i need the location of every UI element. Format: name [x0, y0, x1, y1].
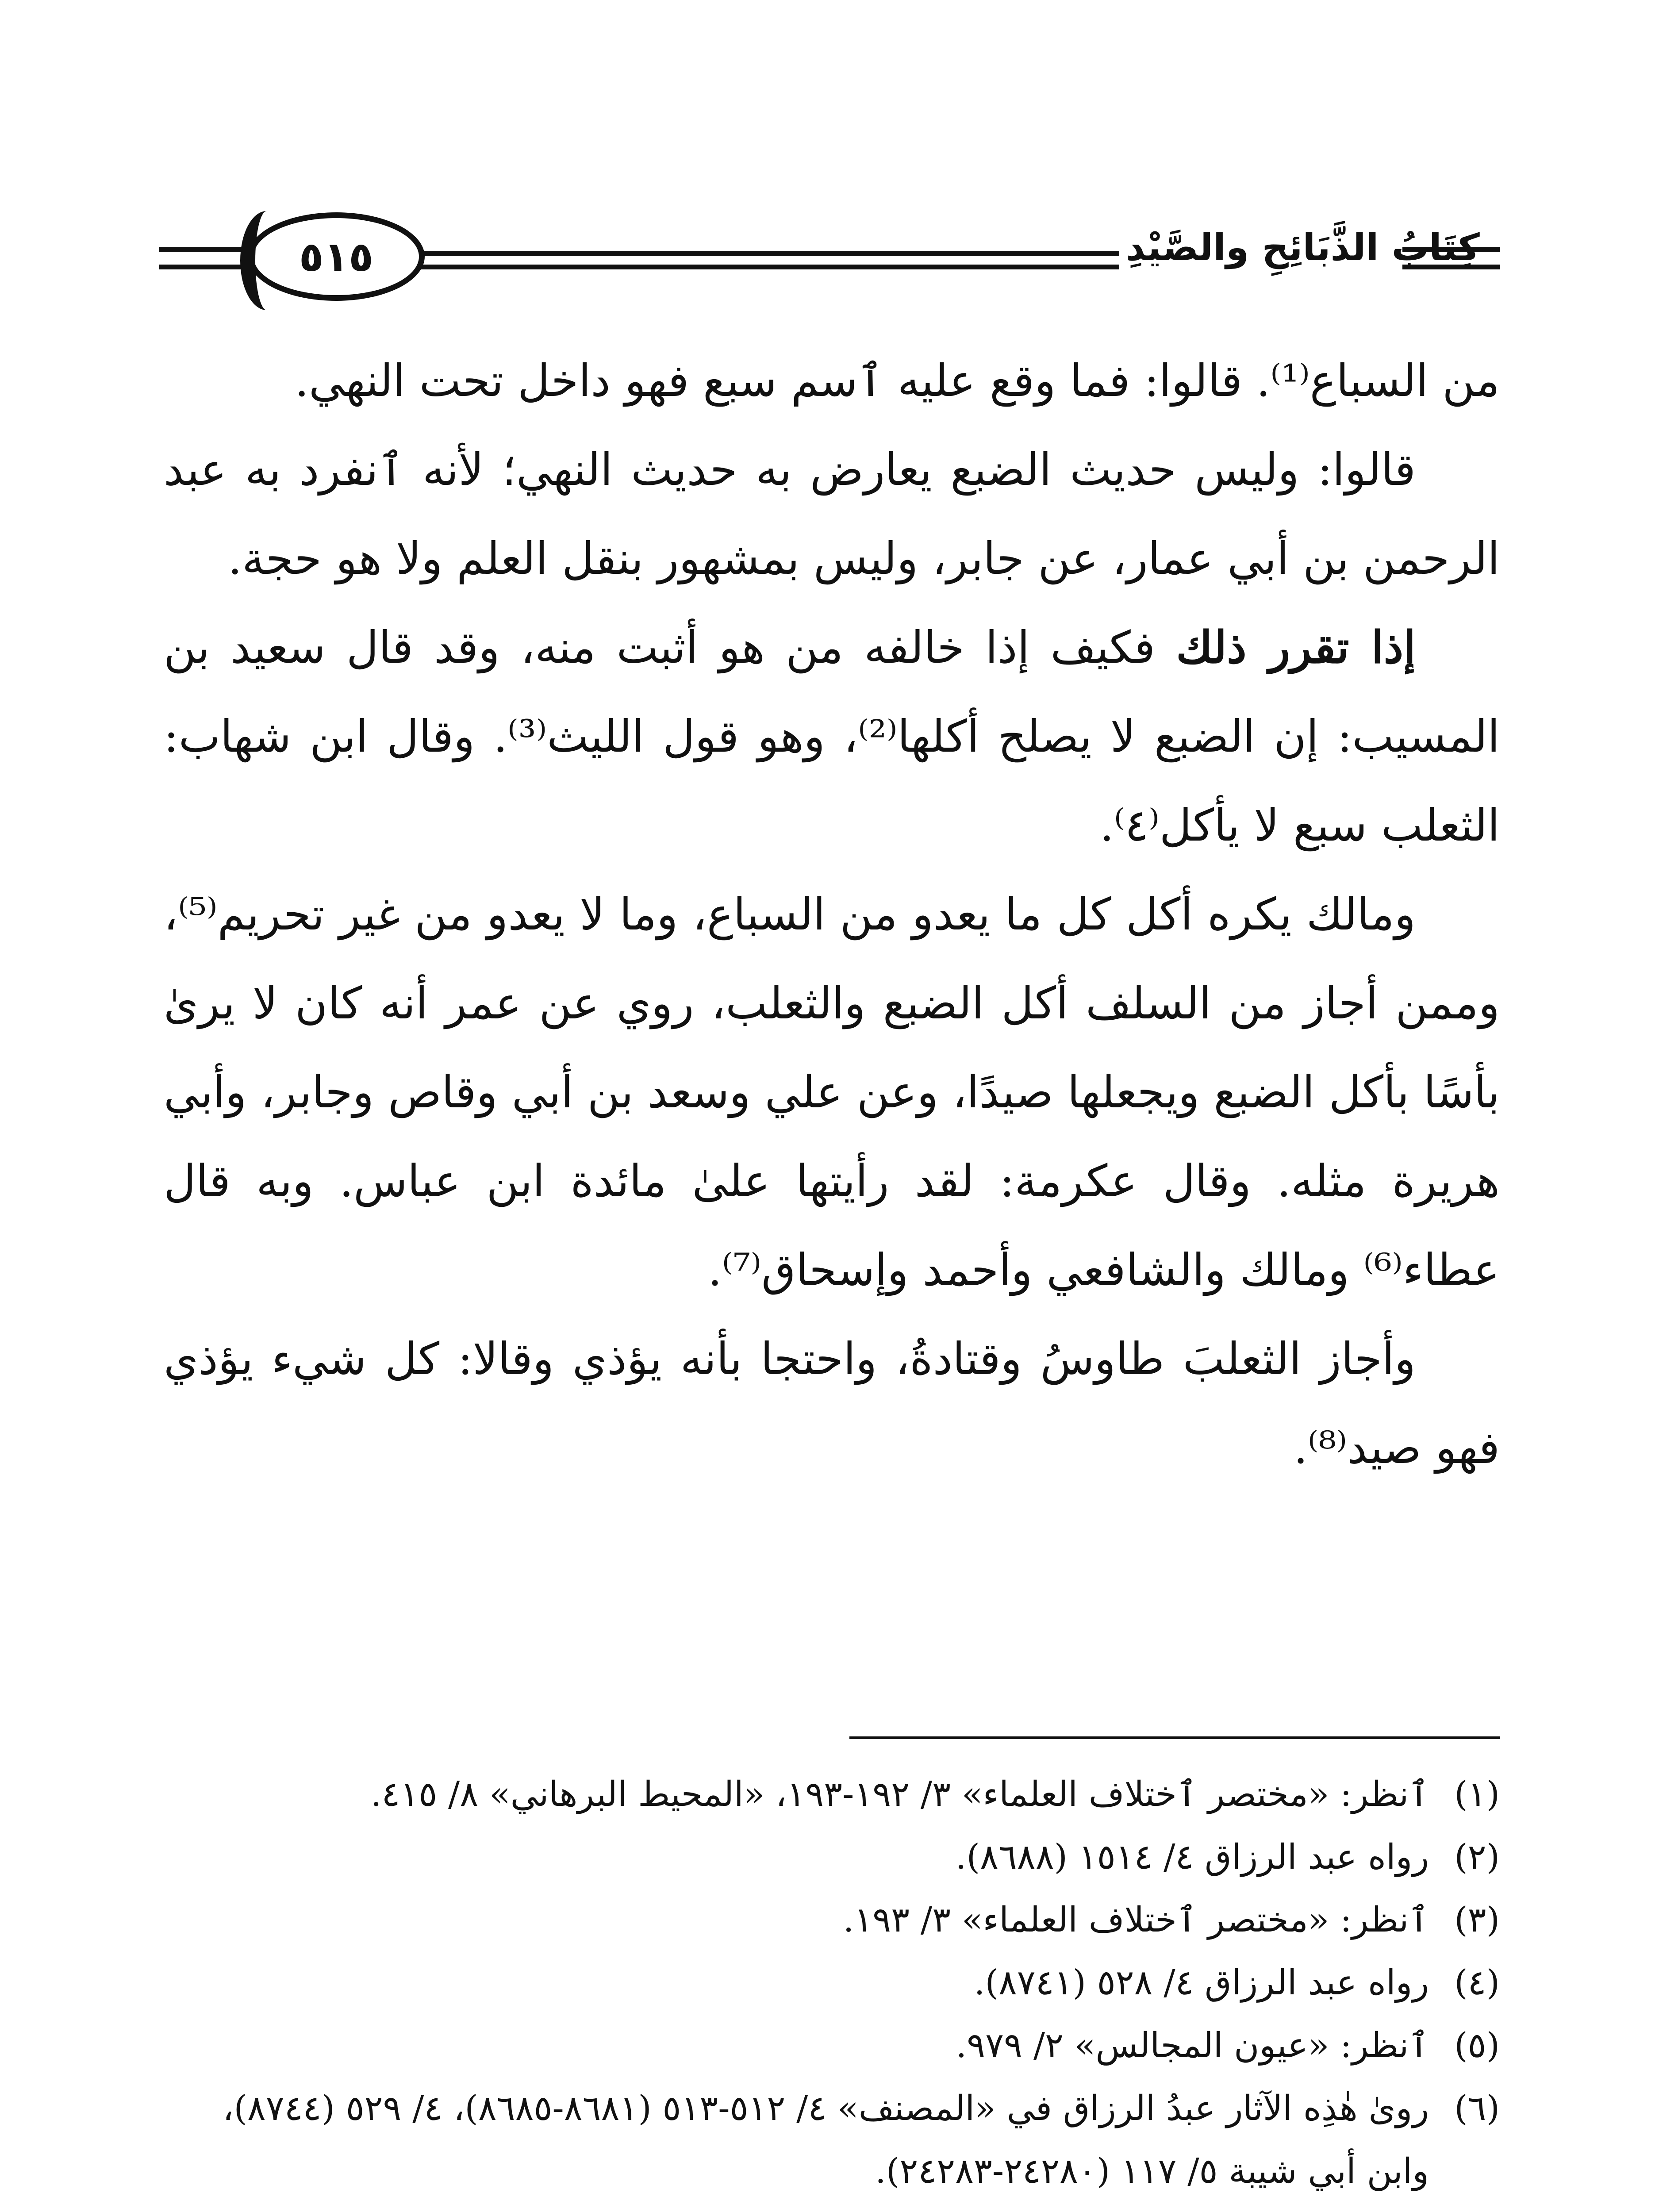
- running-header: [159, 212, 1500, 314]
- footnote-text: رواه عبد الرزاق ٤/ ١٥١٤ (٨٦٨٨).: [955, 1837, 1429, 1877]
- footnote-number: (٥): [1454, 2026, 1500, 2066]
- footnote-number: (٤): [1454, 1963, 1500, 2003]
- paragraph-lead: إذا تقرر ذلك: [1176, 621, 1416, 673]
- paragraph: [164, 870, 1500, 1314]
- header-rule: [420, 265, 1119, 269]
- footnote: [159, 1826, 1500, 1889]
- footnote: [159, 1763, 1500, 1826]
- footnote: [159, 2077, 1500, 2203]
- footnote-number: [1429, 2203, 1500, 2212]
- footnote-number: (٢): [1454, 1837, 1500, 1877]
- paragraph: [164, 1314, 1500, 1492]
- main-text: [164, 336, 1500, 1492]
- footnotes: [159, 1763, 1500, 2212]
- footnote: [159, 1951, 1500, 2014]
- footnote-separator: [849, 1736, 1500, 1739]
- paragraph-text: ومالك يكره أكل كل ما يعدو من السباع، وما لا يعدو من غير تحريم⁽⁵⁾، وممن أجاز من السلف أكل الضبع والثعلب، روي عن عمر أنه كان لا يرىٰ بأسًا بأكل الضبع ويجعلها صيدًا، وعن علي وسعد بن أبي وقاص وجابر، وأبي هريرة مثله. وقال عكرمة: لقد رأيتها علىٰ مائدة ابن عباس. وبه قال عطاء⁽⁶⁾ ومالك والشافعي وأحمد وإسحاق⁽⁷⁾.: [164, 888, 1500, 1296]
- page-number-badge: [248, 212, 425, 301]
- running-title: كِتَابُ الذَّبَائِحِ والصَّيْدِ: [1126, 226, 1480, 269]
- paragraph-text: فكيف إذا خالفه من هو أثبت منه، وقد قال سعيد بن المسيب: إن الضبع لا يصلح أكلها⁽²⁾، وهو قول الليث⁽³⁾. وقال ابن شهاب: الثعلب سبع لا يأكل⁽٤⁾.: [164, 622, 1500, 851]
- footnote-number: (٣): [1454, 1900, 1500, 1940]
- paragraph: [164, 603, 1500, 870]
- paragraph-text: من السباع⁽¹⁾. قالوا: فما وقع عليه ٱسم سبع فهو داخل تحت النهي.: [295, 355, 1500, 407]
- footnote: [159, 2014, 1500, 2077]
- footnote-text: ٱنظر: «مختصر ٱختلاف العلماء» ٣/ ١٩٢-١٩٣، «المحيط البرهاني» ٨/ ٤١٥.: [370, 1774, 1429, 1814]
- header-rule: [420, 251, 1119, 256]
- footnote-text: ٱنظر: «عيون المجالس» ٢/ ٩٧٩.: [956, 2026, 1429, 2066]
- footnote-number: (١): [1454, 1774, 1500, 1814]
- paragraph: [164, 425, 1500, 603]
- page-number: ٥١٥: [299, 233, 374, 280]
- footnote-text: روىٰ هٰذِه الآثار عبدُ الرزاق في «المصنف» ٤/ ٥١٢-٥١٣ (٨٦٨١-٨٦٨٥)، ٤/ ٥٢٩ (٨٧٤٤)، وابن أبي شيبة ٥/ ١١٧ (٢٤٢٨٠-٢٤٢٨٣).: [223, 2089, 1429, 2191]
- footnote-text: ٱنظر: «مختصر ٱختلاف العلماء» ٣/ ١٩٣.: [843, 1900, 1429, 1940]
- paragraph: [164, 336, 1500, 425]
- paragraph-text: وأجاز الثعلبَ طاوسُ وقتادةُ، واحتجا بأنه يؤذي وقالا: كل شيء يؤذي فهو صيد⁽⁸⁾.: [164, 1333, 1500, 1474]
- paragraph-text: قالوا: وليس حديث الضبع يعارض به حديث النهي؛ لأنه ٱنفرد به عبد الرحمن بن أبي عمار، عن جابر، وليس بمشهور بنقل العلم ولا هو حجة.: [164, 444, 1500, 584]
- footnote-text: رواه عبد الرزاق ٤/ ٥٢٨ (٨٧٤١).: [974, 1963, 1429, 2003]
- footnote-number: (٦): [1454, 2089, 1500, 2128]
- footnote: [159, 1889, 1500, 1951]
- footnote: [159, 2203, 1500, 2212]
- footnote-text: [159, 2203, 1429, 2212]
